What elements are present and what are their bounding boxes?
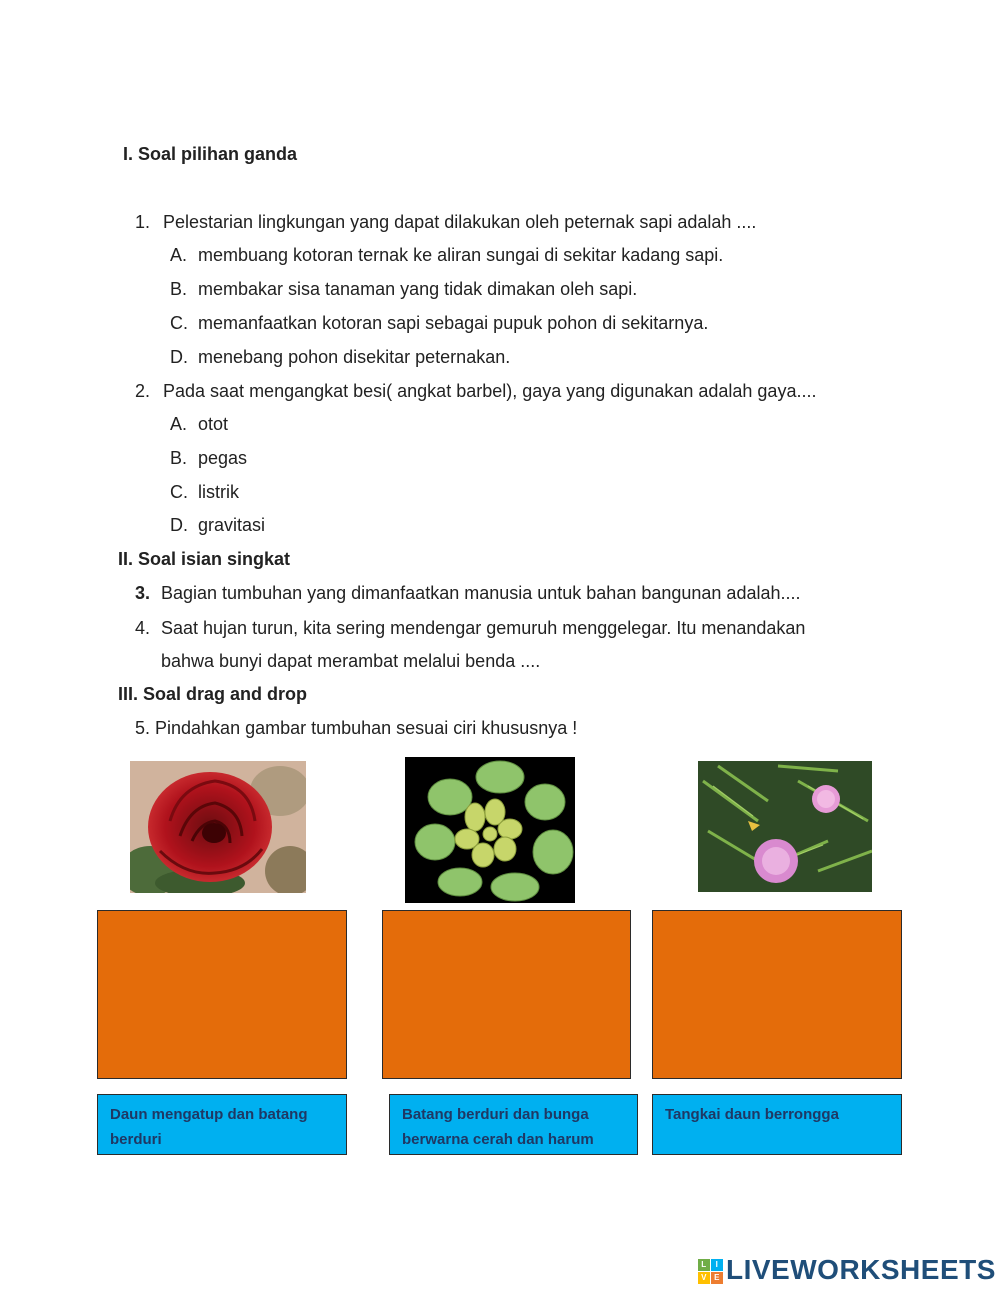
option-text: otot (198, 414, 229, 434)
section-1-title: I. Soal pilihan ganda (123, 144, 298, 164)
q1-option-b[interactable] (170, 279, 637, 300)
label-2-line1: Batang berduri dan bunga (402, 1106, 589, 1123)
question-4-text-line2: bahwa bunyi dapat merambat melalui benda .... (161, 651, 541, 671)
option-letter: C. (170, 482, 188, 502)
question-4 (135, 618, 805, 639)
question-4-text-line1: Saat hujan turun, kita sering mendengar gemuruh menggelegar. Itu menandakan (161, 618, 806, 638)
logo-blocks-icon (698, 1259, 723, 1284)
label-box-3 (652, 1094, 902, 1155)
rose-image[interactable] (130, 761, 306, 893)
logo-text: LIVEWORKSHEETS (726, 1254, 996, 1285)
option-text: membakar sisa tanaman yang tidak dimakan oleh sapi. (198, 279, 638, 299)
q2-option-a[interactable] (170, 414, 228, 435)
option-letter: B. (170, 448, 188, 468)
q1-option-c[interactable] (170, 313, 708, 334)
q1-option-d[interactable] (170, 347, 510, 368)
water-hyacinth-illustration (405, 757, 575, 903)
option-letter: A. (170, 414, 188, 434)
label-1-line2: berduri (110, 1131, 162, 1148)
mimosa-illustration (698, 761, 872, 892)
option-text: pegas (198, 448, 248, 468)
option-text: memanfaatkan kotoran sapi sebagai pupuk pohon di sekitarnya. (198, 313, 709, 333)
label-1-line1: Daun mengatup dan batang (110, 1106, 308, 1123)
logo-block-l: L (698, 1259, 710, 1271)
section-3-title: III. Soal drag and drop (118, 684, 308, 704)
q2-option-c[interactable] (170, 482, 239, 503)
mimosa-image[interactable] (698, 761, 872, 892)
option-text: membuang kotoran ternak ke aliran sungai di sekitar kadang sapi. (198, 245, 724, 265)
option-letter: D. (170, 347, 188, 367)
label-box-1 (97, 1094, 347, 1155)
question-1 (135, 212, 756, 233)
logo-block-v: V (698, 1272, 710, 1284)
drop-zone-1[interactable] (97, 910, 347, 1079)
option-text: menebang pohon disekitar peternakan. (198, 347, 511, 367)
liveworksheets-logo (698, 1254, 996, 1286)
option-letter: D. (170, 515, 188, 535)
question-3-text: Bagian tumbuhan yang dimanfaatkan manusia untuk bahan bangunan adalah.... (161, 583, 801, 603)
label-3-line1: Tangkai daun berrongga (665, 1106, 839, 1123)
question-4-number: 4. (135, 618, 151, 638)
option-text: listrik (198, 482, 239, 502)
label-2-line2: berwarna cerah dan harum (402, 1131, 594, 1148)
question-2 (135, 381, 816, 402)
q2-option-d[interactable] (170, 515, 265, 536)
question-3-number: 3. (135, 583, 151, 603)
rose-illustration (130, 761, 306, 893)
logo-block-i: I (711, 1259, 723, 1271)
drop-zone-2[interactable] (382, 910, 631, 1079)
question-1-number: 1. (135, 212, 151, 232)
question-3 (135, 583, 800, 604)
question-2-text: Pada saat mengangkat besi( angkat barbel), gaya yang digunakan adalah gaya.... (163, 381, 817, 401)
option-letter: C. (170, 313, 188, 333)
q1-option-a[interactable] (170, 245, 723, 266)
question-5: 5. Pindahkan gambar tumbuhan sesuai ciri khususnya ! (135, 718, 578, 738)
question-1-text: Pelestarian lingkungan yang dapat dilakukan oleh peternak sapi adalah .... (163, 212, 757, 232)
label-box-2 (389, 1094, 638, 1155)
option-text: gravitasi (198, 515, 266, 535)
section-2-title: II. Soal isian singkat (118, 549, 291, 569)
q2-option-b[interactable] (170, 448, 247, 469)
question-2-number: 2. (135, 381, 151, 401)
logo-block-e: E (711, 1272, 723, 1284)
option-letter: B. (170, 279, 188, 299)
drop-zone-3[interactable] (652, 910, 902, 1079)
water-hyacinth-image[interactable] (405, 757, 575, 903)
option-letter: A. (170, 245, 188, 265)
